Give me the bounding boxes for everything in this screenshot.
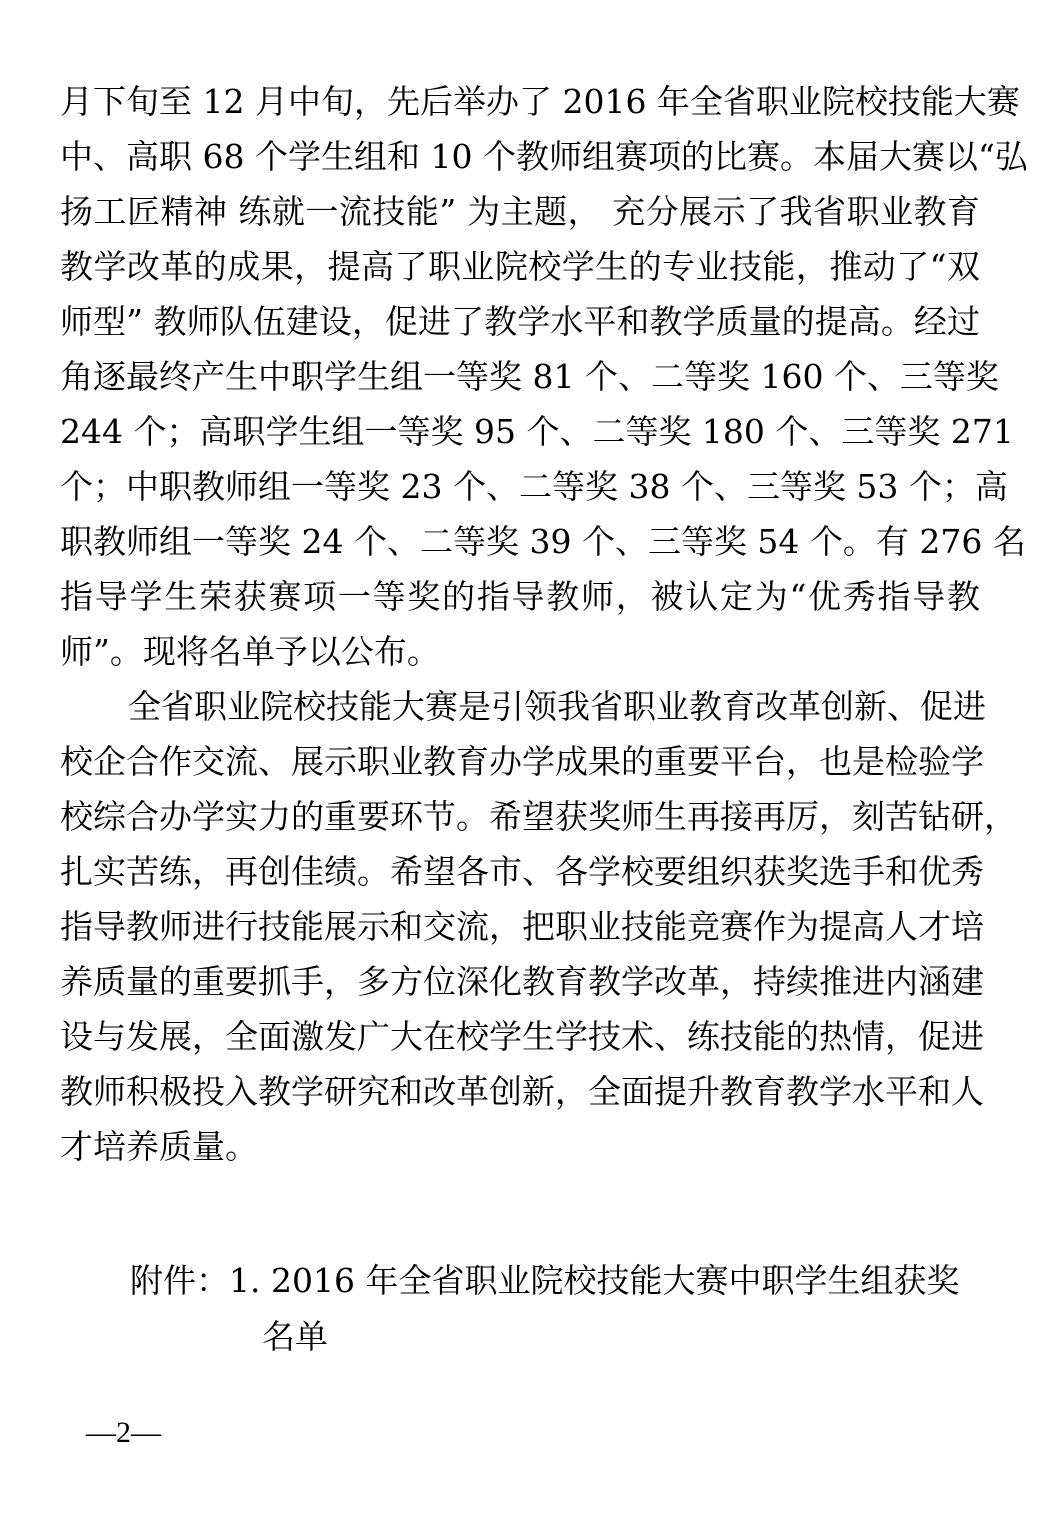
paragraph-line: 校企合作交流、展示职业教育办学成果的重要平台，也是检验学 [60, 742, 984, 781]
paragraph-line: 244 个；高职学生组一等奖 95 个、二等奖 180 个、三等奖 271 [60, 412, 1014, 451]
paragraph-line: 扎实苦练，再创佳绩。希望各市、各学校要组织获奖选手和优秀 [60, 852, 984, 891]
paragraph-line: 全省职业院校技能大赛是引领我省职业教育改革创新、促进 [128, 687, 986, 726]
paragraph-line: 个；中职教师组一等奖 23 个、二等奖 38 个、三等奖 53 个；高 [60, 467, 1008, 506]
paragraph-line: 师型” 教师队伍建设，促进了教学水平和教学质量的提高。经过 [60, 302, 980, 341]
paragraph-line: 扬工匠精神 练就一流技能” 为主题， 充分展示了我省职业教育 [60, 192, 980, 231]
attachment-item: 附件：1. 2016 年全省职业院校技能大赛中职学生组获奖 [130, 1261, 960, 1300]
attachment-item-continuation: 名单 [262, 1317, 328, 1356]
paragraph-line: 月下旬至 12 月中旬，先后举办了 2016 年全省职业院校技能大赛 [60, 82, 1020, 121]
page-number: —2— [86, 1416, 161, 1449]
paragraph-line: 师”。现将名单予以公布。 [60, 632, 440, 671]
paragraph-line: 角逐最终产生中职学生组一等奖 81 个、二等奖 160 个、三等奖 [60, 357, 999, 396]
paragraph-line: 教学改革的成果，提高了职业院校学生的专业技能，推动了“双 [60, 247, 980, 286]
paragraph-line: 指导学生荣获赛项一等奖的指导教师，被认定为“优秀指导教 [60, 577, 980, 616]
paragraph-line: 校综合办学实力的重要环节。希望获奖师生再接再厉，刻苦钻研， [60, 797, 1017, 836]
paragraph-line: 教师积极投入教学研究和改革创新，全面提升教育教学水平和人 [60, 1072, 984, 1111]
paragraph-line: 设与发展，全面激发广大在校学生学技术、练技能的热情，促进 [60, 1017, 984, 1056]
paragraph-line: 职教师组一等奖 24 个、二等奖 39 个、三等奖 54 个。有 276 名 [60, 522, 1026, 561]
paragraph-line: 指导教师进行技能展示和交流，把职业技能竞赛作为提高人才培 [60, 907, 984, 946]
paragraph-line: 中、高职 68 个学生组和 10 个教师组赛项的比赛。本届大赛以“弘 [60, 137, 1028, 176]
paragraph-line: 养质量的重要抓手，多方位深化教育教学改革，持续推进内涵建 [60, 962, 984, 1001]
paragraph-line: 才培养质量。 [60, 1127, 258, 1166]
